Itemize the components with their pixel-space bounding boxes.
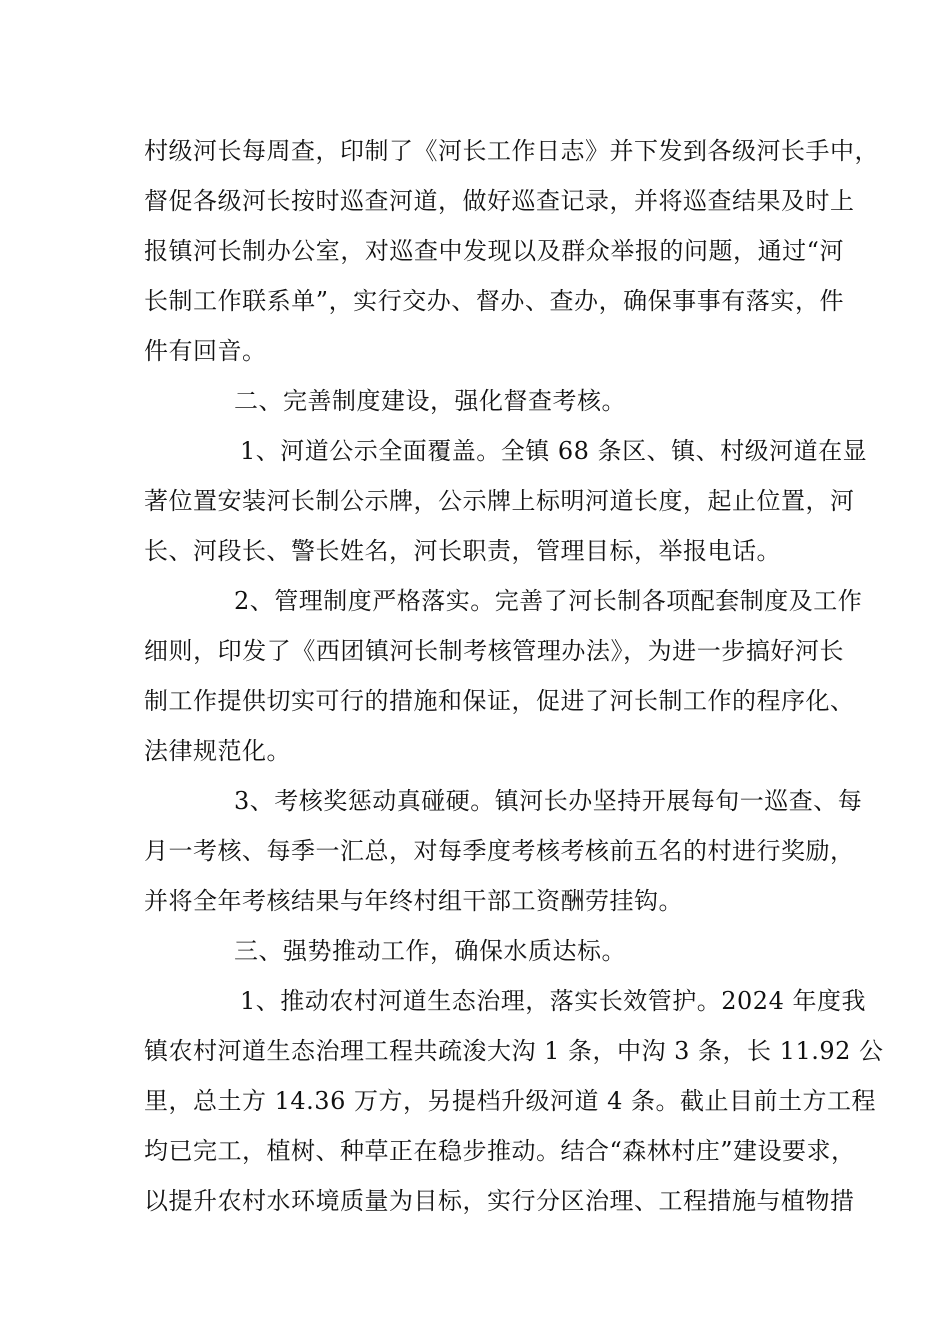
paragraph-line: 以提升农村水环境质量为目标，实行分区治理、工程措施与植物措 xyxy=(144,1187,855,1215)
paragraph-line: 制工作提供切实可行的措施和保证，促进了河长制工作的程序化、 xyxy=(144,687,855,715)
paragraph-line: 1、推动农村河道生态治理，落实长效管护。2024 年度我 xyxy=(240,987,866,1015)
paragraph-line: 1、河道公示全面覆盖。全镇 68 条区、镇、村级河道在显 xyxy=(240,437,868,465)
paragraph-line: 均已完工，植树、种草正在稳步推动。结合“森林村庄”建设要求， xyxy=(144,1137,856,1165)
paragraph-line: 里，总土方 14.36 万方，另提档升级河道 4 条。截止目前土方工程 xyxy=(144,1087,876,1115)
paragraph-line: 长制工作联系单”，实行交办、督办、查办，确保事事有落实，件 xyxy=(144,287,844,315)
section-heading: 三、强势推动工作，确保水质达标。 xyxy=(234,937,626,965)
paragraph-line: 镇农村河道生态治理工程共疏浚大沟 1 条，中沟 3 条，长 11.92 公 xyxy=(144,1037,884,1065)
section-heading: 二、完善制度建设，强化督查考核。 xyxy=(234,387,626,415)
paragraph-line: 著位置安装河长制公示牌，公示牌上标明河道长度，起止位置，河 xyxy=(144,487,855,515)
paragraph-line: 2、管理制度严格落实。完善了河长制各项配套制度及工作 xyxy=(234,587,863,615)
paragraph-line: 村级河长每周查，印制了《河长工作日志》并下发到各级河长手中， xyxy=(144,137,879,165)
paragraph-line: 月一考核、每季一汇总，对每季度考核考核前五名的村进行奖励， xyxy=(144,837,855,865)
paragraph-line: 法律规范化。 xyxy=(144,737,291,765)
paragraph-line: 督促各级河长按时巡查河道，做好巡查记录，并将巡查结果及时上 xyxy=(144,187,855,215)
paragraph-line: 细则，印发了《西团镇河长制考核管理办法》，为进一步搞好河长 xyxy=(144,637,844,665)
paragraph-line: 3、考核奖惩动真碰硬。镇河长办坚持开展每旬一巡查、每 xyxy=(234,787,863,815)
paragraph-line: 长、河段长、警长姓名，河长职责，管理目标，举报电话。 xyxy=(144,537,781,565)
paragraph-line: 件有回音。 xyxy=(144,337,267,365)
paragraph-line: 并将全年考核结果与年终村组干部工资酬劳挂钩。 xyxy=(144,887,683,915)
paragraph-line: 报镇河长制办公室，对巡查中发现以及群众举报的问题，通过“河 xyxy=(144,237,844,265)
